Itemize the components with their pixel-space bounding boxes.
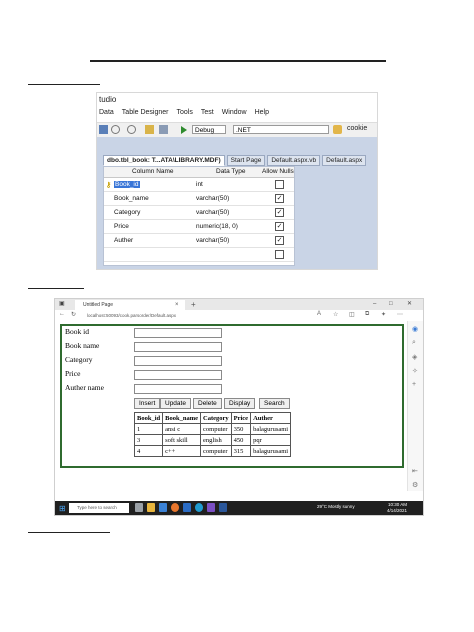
th-price: Price: [231, 413, 250, 424]
web-page: [55, 321, 407, 491]
menu-bar: [99, 109, 269, 121]
allow-nulls-checkbox[interactable]: [275, 180, 284, 189]
tab-start-page[interactable]: Start Page: [227, 155, 266, 166]
cell-price: 315: [231, 446, 250, 457]
heading-rule: [90, 60, 386, 62]
th-book-id: Book_id: [135, 413, 163, 424]
tab-default-aspx[interactable]: Default.aspx: [322, 155, 366, 166]
task-view-icon[interactable]: [135, 503, 143, 512]
tab-table-designer[interactable]: dbo.tbl_book: T...ATA\LIBRARY.MDF): [103, 155, 225, 166]
header-data-type: Data Type: [216, 168, 246, 175]
cell-book-name: c++: [163, 446, 201, 457]
th-book-name: Book_name: [163, 413, 201, 424]
split-screen-icon[interactable]: ◫: [349, 312, 355, 318]
redo-icon[interactable]: [127, 125, 136, 134]
find-icon[interactable]: [333, 125, 342, 134]
table-row[interactable]: [104, 178, 294, 192]
insert-button[interactable]: Insert: [134, 398, 160, 409]
document-tabs: [103, 155, 366, 166]
cell-book-id: 1: [135, 424, 163, 435]
copilot-icon[interactable]: ◉: [412, 326, 419, 333]
cell-price: 350: [231, 424, 250, 435]
file-explorer-icon[interactable]: [147, 503, 155, 512]
table-designer-grid: [103, 166, 295, 266]
section-underline-2: [28, 288, 84, 289]
hide-sidebar-icon[interactable]: ⇤: [412, 468, 418, 475]
browser-profile-icon[interactable]: ▣: [59, 301, 65, 307]
close-window-icon[interactable]: ✕: [407, 301, 413, 307]
primary-key-icon: ⚷: [106, 182, 112, 189]
price-label: Price: [65, 369, 81, 378]
data-type-cell[interactable]: varchar(50): [196, 209, 230, 216]
shopping-icon[interactable]: ◈: [412, 354, 418, 361]
window-title: tudio: [99, 95, 117, 104]
menu-test[interactable]: Test: [200, 109, 214, 116]
table-header-row: [135, 413, 291, 424]
tab-default-aspx-vb[interactable]: Default.aspx.vb: [267, 155, 320, 166]
cell-book-id: 3: [135, 435, 163, 446]
start-debugging-icon[interactable]: [181, 126, 187, 134]
book-id-label: Book id: [65, 327, 89, 336]
column-name-cell[interactable]: Auther: [114, 237, 134, 244]
table-row[interactable]: [104, 206, 294, 220]
cell-price: 450: [231, 435, 250, 446]
undo-icon[interactable]: [111, 125, 120, 134]
windows-start-icon[interactable]: ⊞: [59, 504, 66, 513]
find-combo-text[interactable]: cookie: [347, 125, 368, 132]
header-allow-nulls: Allow Nulls: [262, 168, 294, 175]
cell-category: computer: [201, 446, 232, 457]
cell-book-id: 4: [135, 446, 163, 457]
mail-icon[interactable]: [183, 503, 191, 512]
search-sidebar-icon[interactable]: ⌕: [412, 339, 416, 346]
favorite-icon[interactable]: ☆: [333, 312, 339, 318]
book-id-input[interactable]: [134, 328, 222, 338]
cell-category: computer: [201, 424, 232, 435]
menu-data[interactable]: Data: [99, 109, 114, 116]
category-input[interactable]: [134, 356, 222, 366]
books-table: [134, 412, 291, 457]
display-button[interactable]: Display: [224, 398, 255, 409]
cell-auther: balagurusami: [251, 446, 291, 457]
more-menu-icon[interactable]: ⋯: [397, 312, 403, 318]
configuration-select[interactable]: Debug: [192, 125, 226, 134]
data-type-cell[interactable]: varchar(50): [196, 237, 230, 244]
table-row[interactable]: [104, 248, 294, 262]
browser-tab-strip: [55, 299, 423, 310]
delete-button[interactable]: Delete: [193, 398, 222, 409]
store-icon[interactable]: [159, 503, 167, 512]
minimize-icon[interactable]: –: [373, 301, 377, 307]
visual-studio-screenshot: [96, 92, 378, 270]
cell-book-name: ansi c: [163, 424, 201, 435]
clock-date: 4/14/2021: [387, 508, 408, 513]
price-input[interactable]: [134, 370, 222, 380]
edge-icon[interactable]: [195, 503, 203, 512]
weather-text[interactable]: 29°C Mostly sunny: [317, 504, 355, 509]
table-row[interactable]: [104, 220, 294, 234]
category-label: Category: [65, 355, 93, 364]
allow-nulls-checkbox[interactable]: [275, 250, 284, 259]
settings-icon[interactable]: ⚙: [412, 482, 419, 489]
cell-book-name: soft skill: [163, 435, 201, 446]
read-aloud-icon[interactable]: A: [317, 311, 322, 317]
allow-nulls-checkbox[interactable]: ✓: [276, 209, 283, 216]
update-button[interactable]: Update: [160, 398, 191, 409]
cell-auther: pqr: [251, 435, 291, 446]
firefox-icon[interactable]: [171, 503, 179, 512]
url-input[interactable]: localhost:50093/cook.parsorder/Default.aspx: [87, 313, 177, 318]
windows-taskbar: [55, 501, 423, 515]
taskbar-clock[interactable]: [387, 502, 407, 514]
word-icon[interactable]: [219, 503, 227, 512]
grid-header: [104, 167, 294, 178]
section-underline-3: [28, 532, 110, 533]
table-row[interactable]: [104, 234, 294, 248]
column-name-cell[interactable]: Category: [114, 209, 141, 216]
add-sidebar-icon[interactable]: +: [412, 381, 417, 388]
section-underline-1: [28, 84, 100, 85]
allow-nulls-checkbox[interactable]: ✓: [276, 195, 283, 202]
column-name-cell[interactable]: Price: [114, 223, 129, 230]
maximize-icon[interactable]: □: [389, 301, 393, 307]
close-tab-icon[interactable]: ×: [175, 302, 179, 308]
data-type-cell[interactable]: int: [196, 181, 203, 188]
taskbar-search-input[interactable]: Type here to search: [69, 503, 129, 513]
search-button[interactable]: Search: [259, 398, 290, 409]
auther-name-input[interactable]: [134, 384, 222, 394]
toolbar: [97, 122, 377, 138]
menu-help[interactable]: Help: [254, 109, 269, 116]
save-icon[interactable]: [99, 125, 108, 134]
book-name-label: Book name: [65, 341, 100, 350]
table-row: [135, 446, 291, 457]
allow-nulls-checkbox[interactable]: ✓: [276, 223, 283, 230]
collections-icon[interactable]: ⧉: [365, 311, 370, 317]
book-form-panel: [60, 324, 404, 468]
save-all-icon[interactable]: [159, 125, 168, 134]
book-name-input[interactable]: [134, 342, 222, 352]
menu-table-designer[interactable]: Table Designer: [121, 109, 169, 116]
header-column-name: Column Name: [132, 168, 174, 175]
allow-nulls-checkbox[interactable]: ✓: [276, 237, 283, 244]
new-tab-icon[interactable]: +: [191, 300, 196, 309]
refresh-icon[interactable]: ↻: [71, 312, 77, 318]
cell-auther: balagurusami: [251, 424, 291, 435]
extensions-icon[interactable]: ✦: [381, 312, 387, 318]
th-category: Category: [201, 413, 232, 424]
menu-tools[interactable]: Tools: [176, 109, 193, 116]
menu-window[interactable]: Window: [221, 109, 247, 116]
visual-studio-icon[interactable]: [207, 503, 215, 512]
browser-tab[interactable]: Untitled Page: [75, 300, 185, 310]
auther-name-label: Auther name: [65, 383, 104, 392]
clock-time: 10:30 AM: [388, 502, 408, 507]
browser-screenshot: [54, 298, 424, 516]
platform-select[interactable]: .NET: [233, 125, 329, 134]
open-folder-icon[interactable]: [145, 125, 154, 134]
data-type-cell[interactable]: varchar(50): [196, 195, 230, 202]
th-auther: Auther: [251, 413, 291, 424]
tools-icon[interactable]: ✧: [412, 368, 418, 375]
data-type-cell[interactable]: numeric(18, 0): [196, 223, 238, 230]
column-name-cell[interactable]: Book_id: [115, 181, 139, 188]
table-row: [135, 424, 291, 435]
edge-sidebar: [407, 321, 424, 491]
table-row[interactable]: [104, 192, 294, 206]
back-icon[interactable]: ←: [59, 311, 65, 317]
cell-category: english: [201, 435, 232, 446]
column-name-cell[interactable]: Book_name: [114, 195, 149, 202]
table-row: [135, 435, 291, 446]
